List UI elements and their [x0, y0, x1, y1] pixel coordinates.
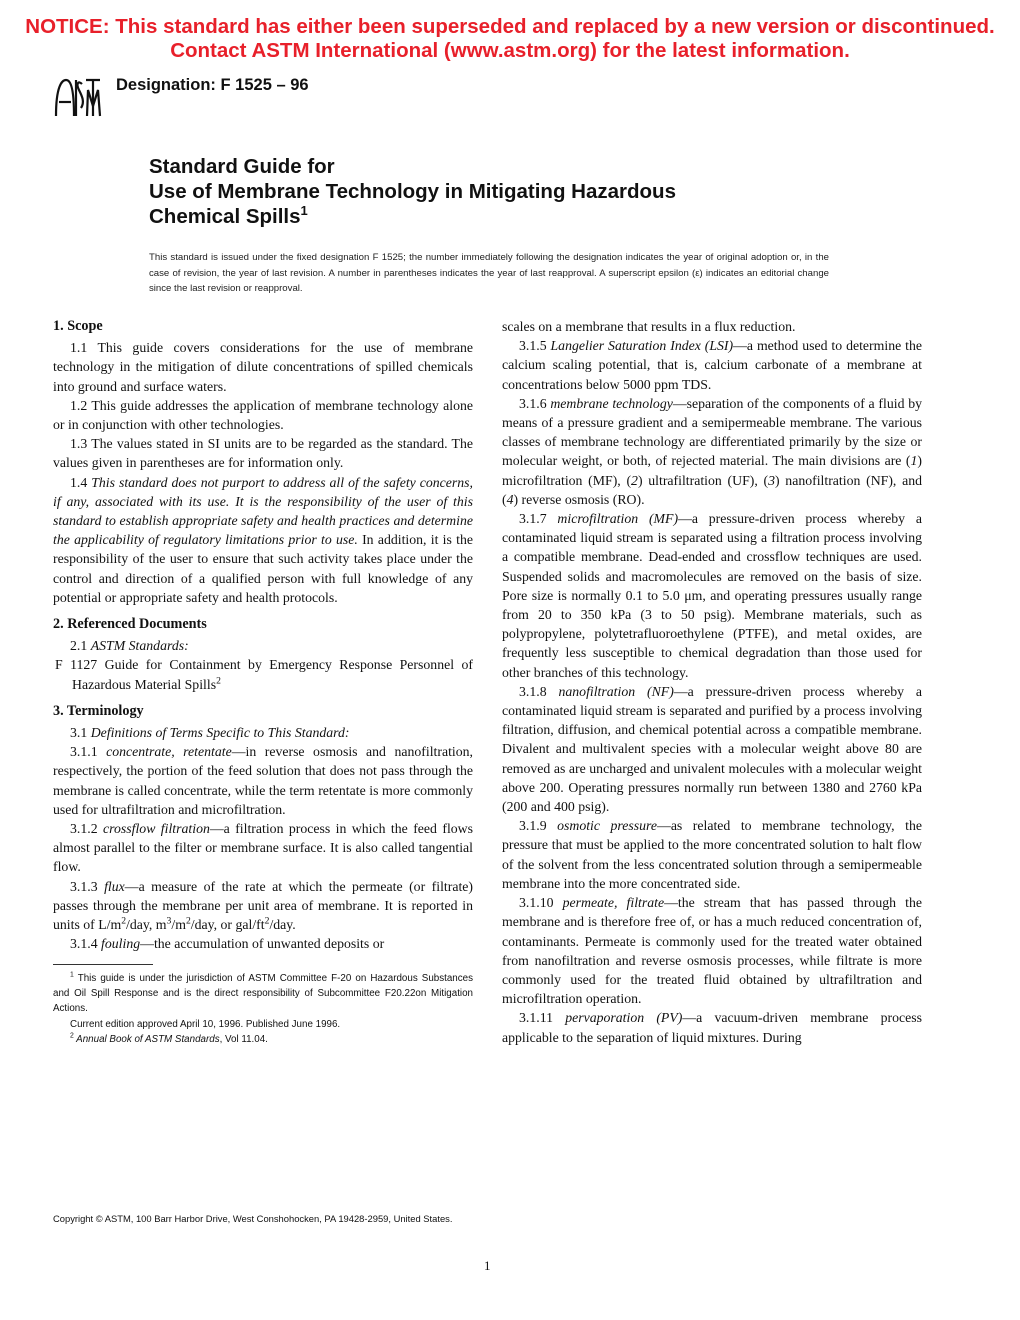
definition-osmotic-pressure: [502, 816, 922, 893]
para-1-4: [53, 473, 473, 607]
superscript: 2: [264, 915, 270, 927]
right-column: [502, 317, 922, 1047]
section-heading-referenced-documents: 2. Referenced Documents: [53, 616, 207, 633]
term: membrane technology: [550, 395, 673, 411]
para-text: In addition, it is the responsibility of the user to ensure that such activity takes place under the control and direction of a qualified person with full knowledge of any potential or appropriate safety and health protocols.: [53, 532, 473, 605]
reference-f1127: [53, 655, 473, 693]
term: fouling: [101, 936, 141, 952]
issuance-text: This standard is issued under the fixed designation F 1525; the number immediately following the designation indicates the year of original adoption or, in the case of revision, the year of last revision. A number in parentheses indicates the year of last reapproval. A superscript epsilon (ε) indicates an editorial change since the last revision or reapproval.: [149, 252, 829, 294]
footnote-1-approval: Current edition approved April 10, 1996. Published June 1996.: [70, 1018, 341, 1030]
definition-text: —a pressure-driven process whereby a contaminated liquid stream is separated and purified by a process involving filtration, diffusion, and chemical potential across a compatible membrane. Divalent and multivalent species with a molecular weight above 80 are removed as are uncharged and univalent molecules with a molecular weight above 200. Operating pressures normally run between 1380 and 2760 kPa (200 and 400 psig).: [502, 683, 922, 815]
definition-permeate: [502, 893, 922, 1008]
definition-text: —a filtration process in which the feed flows almost parallel to the filter or membrane surface. It is also called tangential flow.: [53, 821, 474, 875]
para-1-2: 1.2 This guide addresses the application of membrane technology alone or in conjunction with other technologies.: [53, 397, 473, 433]
superscript: 2: [185, 915, 191, 927]
section-heading-terminology: 3. Terminology: [53, 702, 144, 719]
para-number: 3.1.8: [519, 683, 559, 699]
definition-membrane-technology: [502, 394, 922, 509]
designation: Designation: F 1525 – 96: [116, 76, 309, 94]
definition-text: /day, or gal/ft: [190, 917, 265, 933]
para-number: 3.1.5: [519, 338, 551, 354]
term: Langelier Saturation Index (LSI): [550, 338, 734, 354]
definition-flux: [53, 877, 473, 935]
definition-text: ) microfiltration (MF), (: [502, 453, 922, 488]
footnote-divider: [53, 964, 153, 965]
para-italic: Definitions of Terms Specific to This Standard:: [90, 725, 350, 741]
definition-pervaporation: [502, 1008, 922, 1046]
definition-text: ) ultrafiltration (UF), (: [637, 472, 769, 488]
definition-text: —as related to membrane technology, the pressure that must be applied to the more concentrated solution to halt flow of the solvent from the less concentrated solution through a semipermeable membrane into the more concentrated side.: [502, 818, 922, 891]
para-number: 3.1.11: [519, 1010, 566, 1026]
definition-concentrate: [53, 742, 473, 819]
para-3-1: [53, 723, 473, 742]
definition-text: —a method used to determine the calcium scaling potential, that is, calcium carbonate of a membrane at concentrations below 5000 ppm TDS.: [502, 338, 922, 392]
footnote-text: This guide is under the jurisdiction of ASTM Committee F-20 on Hazardous Substances and Oil Spill Response and is the direct responsibility of Subcommittee F20.22on Mitigation Actions.: [53, 972, 473, 1015]
superscript: 2: [121, 915, 127, 927]
definition-lsi: [502, 336, 922, 394]
term: permeate, filtrate: [562, 895, 665, 911]
term: concentrate, retentate: [106, 744, 232, 760]
list-index: 3: [768, 472, 775, 488]
para-number: 3.1.6: [519, 395, 551, 411]
left-column: [53, 317, 473, 1048]
para-number: 3.1.4: [70, 936, 102, 952]
para-1-1: 1.1 This guide covers considerations for the use of membrane technology in the mitigation of dilute concentrations of spilled chemicals into ground and surface waters.: [53, 340, 473, 394]
definition-crossflow: [53, 819, 473, 877]
notice-line-1: NOTICE: This standard has either been superseded and replaced by a new version or discontinued.: [25, 15, 995, 38]
definition-text: /day.: [269, 917, 296, 933]
issuance-note: [149, 250, 829, 297]
definition-text: —separation of the components of a fluid by means of a pressure gradient and a semipermeable membrane. The various classes of membrane technology are differentiated primarily by the size or molecular weight, or both, of rejected material. The main divisions are (: [502, 395, 923, 469]
definition-text: —a vacuum-driven membrane process applicable to the separation of liquid mixtures. During: [502, 1010, 923, 1045]
para-number: 3.1.1: [70, 744, 107, 760]
definition-text: —in reverse osmosis and nanofiltration, respectively, the portion of the feed solution that does not pass through the membrane is called concentrate, while the term retentate is more commonly used for ultrafiltration and microfiltration.: [53, 744, 473, 817]
definition-nanofiltration: [502, 682, 922, 816]
footnote-text: , Vol 11.04.: [219, 1034, 268, 1046]
reference-text: F 1127 Guide for Containment by Emergency Response Personnel of Hazardous Material Spills: [55, 657, 473, 692]
definition-text: /day, m: [126, 917, 167, 933]
footnote-1: [53, 971, 473, 1017]
para-number: 1.4: [70, 474, 92, 490]
para-number: 3.1.3: [70, 878, 105, 894]
para-2-1: [53, 636, 473, 655]
term: flux: [104, 878, 125, 894]
document-title: [149, 154, 676, 229]
page-number: 1: [484, 1258, 491, 1273]
term: osmotic pressure: [557, 818, 658, 834]
footnote-italic: Annual Book of ASTM Standards: [73, 1034, 220, 1046]
para-number: 3.1.9: [519, 818, 558, 834]
term: pervaporation (PV): [565, 1010, 683, 1026]
para-number: 3.1.2: [70, 821, 104, 837]
title-line-3-text: Chemical Spills: [149, 205, 301, 228]
definition-fouling-continued: scales on a membrane that results in a flux reduction.: [502, 319, 796, 334]
para-number: 3.1.10: [519, 895, 563, 911]
list-index: 4: [506, 491, 514, 507]
footnote-mark: 2: [70, 1032, 74, 1040]
definition-text: ) reverse osmosis (RO).: [513, 491, 645, 507]
safety-caveat: This standard does not purport to address all of the safety concerns, if any, associated with its use. It is the responsibility of the user of this standard to establish appropriate safety and health practices and determine the applicability of regulatory limitations prior to use.: [53, 474, 473, 548]
list-index: 1: [910, 453, 918, 469]
definition-text: ) nanofiltration (NF), and (: [502, 472, 922, 507]
term: nanofiltration (NF): [558, 683, 674, 699]
para-number: 3.1.7: [519, 511, 558, 527]
para-1-3: 1.3 The values stated in SI units are to be regarded as the standard. The values given in parentheses are for information only.: [53, 436, 473, 471]
footnote-mark: 2: [216, 675, 221, 687]
title-line-2: Use of Membrane Technology in Mitigating Hazardous: [149, 180, 676, 203]
list-index: 2: [631, 472, 638, 488]
definition-text: —a measure of the rate at which the permeate (or filtrate) passes through the membrane per unit area of membrane. It is reported in units of L/m: [53, 878, 473, 933]
definition-text: —the stream that has passed through the membrane and is therefore free of, or has a much reduced concentration of, contaminants. Permeate is commonly used for the treated water obtained from nanofiltration and reverse osmosis processes, while filtrate is more commonly used for the treated fluid obtained by ultrafiltration and microfiltration operation.: [502, 895, 922, 1007]
term: microfiltration (MF): [557, 511, 679, 527]
definition-text: —the accumulation of unwanted deposits or: [140, 936, 385, 952]
superscript: 3: [166, 915, 172, 927]
title-line-3: [149, 204, 676, 229]
term: crossflow filtration: [103, 821, 210, 837]
definition-fouling: [53, 934, 473, 953]
title-footnote-mark: 1: [300, 203, 308, 219]
para-number: 3.1: [70, 725, 91, 741]
notice-line-2: Contact ASTM International (www.astm.org) for the latest information.: [170, 39, 850, 62]
astm-logo: [52, 76, 104, 118]
footnote-mark: 1: [70, 971, 74, 979]
para-italic: ASTM Standards:: [90, 638, 189, 654]
copyright-line: Copyright © ASTM, 100 Barr Harbor Drive, West Conshohocken, PA 19428-2959, United States.: [53, 1213, 453, 1224]
footnote-2: [53, 1032, 473, 1047]
definition-microfiltration: [502, 509, 922, 682]
definition-text: /m: [171, 917, 186, 933]
title-line-1: Standard Guide for: [149, 155, 335, 178]
definition-text: —a pressure-driven process whereby a contaminated liquid stream is separated using a filtration process involving a compatible membrane. Dead-ended and crossflow techniques are used. Suspended solids and macromolecules are removed on the basis of size. Pore size is normally 0.1 to 5.0 μm, and operating pressures usually range from 20 to 350 kPa (3 to 50 psig). Membrane materials, such as polypropylene, polytetrafluoroethylene (PTFE), and metal oxides, are frequently less susceptible to chemical degradation than those used for other branches of this technology.: [502, 511, 922, 680]
section-heading-scope: 1. Scope: [53, 318, 103, 334]
para-number: 2.1: [70, 638, 91, 654]
